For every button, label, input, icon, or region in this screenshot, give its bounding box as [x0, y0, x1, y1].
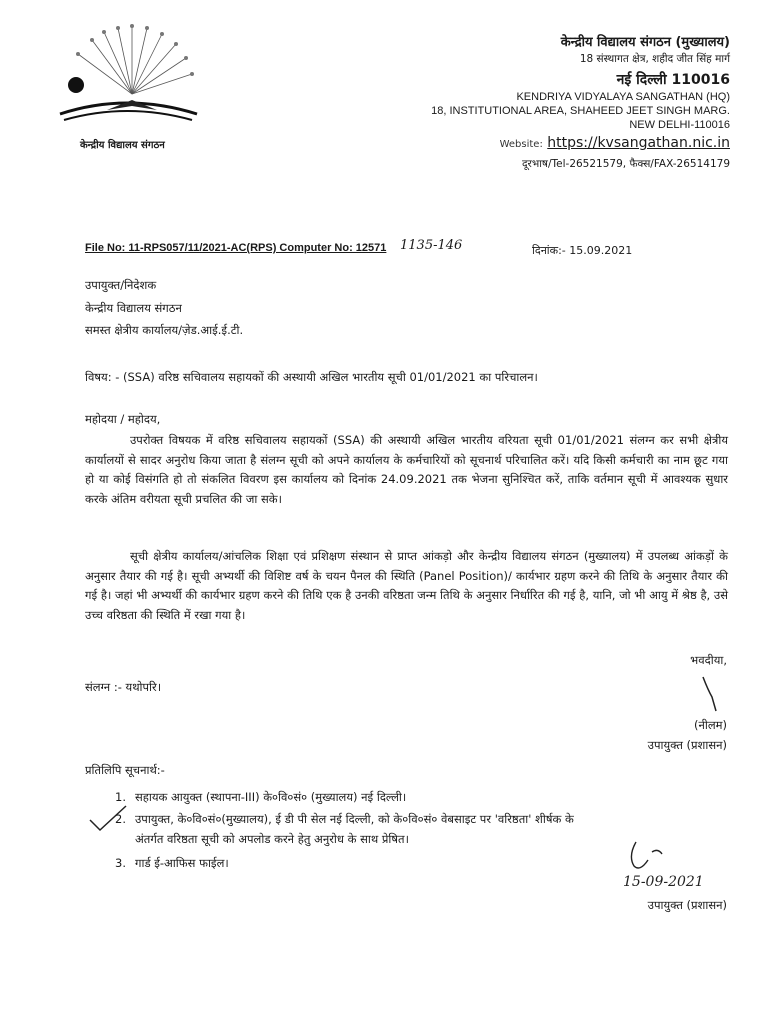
copy-item-number: 3.	[115, 856, 126, 870]
website-link[interactable]: https://kvsangathan.nic.in	[547, 135, 730, 151]
logo-caption: केन्द्रीय विद्यालय संगठन	[80, 140, 165, 151]
copy-item-text: उपायुक्त, के०वि०सं०(मुख्यालय), ई डी पी सेल नई दिल्ली, को के०वि०सं० वेबसाइट पर 'वरिष्ठता' शीर्षक के	[135, 812, 574, 826]
salutation: महोदया / महोदय,	[85, 412, 161, 426]
copy-item-2-continued: अंतर्गत वरिष्ठता सूची को अपलोड करने हेतु अनुरोध के साथ प्रेषित।	[135, 832, 409, 846]
body-paragraph-1: उपरोक्त विषयक में वरिष्ठ सचिवालय सहायकों (SSA) की अस्थायी अखिल भारतीय वरियता सूची 01/01/2021 संलग्न कर सभी क्षेत्रीय कार्यालयों से सादर अनुरोध किया जाता है संलग्न सूची को अपने कार्यालय के कर्मचारियों को सूचनार्थ परिचालित करें। यदि किसी कर्मचारी का नाम छूट गया हो या कोई विसंगति हो तो संकलित विवरण इस कार्यालय को दिनांक 24.09.2021 तक भेजना सुनिश्चित करें, ताकि वर्तमान सूची में आवश्यक सुधार करके अंतिम वरीयता सूची प्रचलित की जा सके।	[85, 433, 728, 506]
file-number-text: File No: 11-RPS057/11/2021-AC(RPS) Computer No: 12571	[85, 242, 387, 254]
body-paragraph-2: सूची क्षेत्रीय कार्यालय/आंचलिक शिक्षा एवं प्रशिक्षण संस्थान से प्राप्त आंकड़ो और केन्द्रीय विद्यालय संगठन (मुख्यालय) में उपलब्ध आंकड़ों के अनुसार तैयार की गई है। सूची अभ्यर्थी की विशिष्ट वर्ष के चयन पैनल की स्थिति (Panel Position)/ कार्यभार ग्रहण करने की तिथि के अनुसार तैयार की गई है। जहां भी अभ्यर्थी की कार्यभार ग्रहण करने की तिथि एक है उनकी वरिष्ठता जन्म तिथि के अनुसार निर्धारित की गई है, यानि, जो भी आयु में श्रेष्ठ है, उसे उच्च वरिष्ठता की स्थिति में रखा गया है।	[85, 549, 728, 622]
signatory-designation-2: उपायुक्त (प्रशासन)	[647, 898, 727, 912]
kvs-logo	[52, 22, 202, 152]
letter-date: दिनांक:- 15.09.2021	[532, 244, 633, 257]
address-hindi: 18 संस्थागत क्षेत्र, शहीद जीत सिंह मार्ग	[579, 53, 730, 65]
copy-item-text: गार्ड ई-आफिस फाईल।	[135, 856, 229, 870]
copy-item-2	[115, 809, 574, 829]
copy-item-number: 2.	[115, 812, 126, 826]
copy-item-1	[115, 787, 406, 807]
recipient-line-2: केन्द्रीय विद्यालय संगठन	[85, 301, 182, 315]
closing: भवदीया,	[690, 653, 727, 667]
tick-mark-icon	[88, 802, 128, 832]
subject-line: विषय: - (SSA) वरिष्ठ सचिवालय सहायकों की अस्थायी अखिल भारतीय सूची 01/01/2021 का परिचालन।	[85, 370, 538, 384]
recipient-line-3: समस्त क्षेत्रीय कार्यालय/ज़ेड.आई.ई.टी.	[85, 323, 244, 337]
website-line	[500, 135, 730, 151]
signatory-name: (नीलम)	[693, 718, 727, 732]
address-english: 18, INSTITUTIONAL AREA, SHAHEED JEET SINGH MARG.	[431, 105, 730, 117]
handwritten-date: 15-09-2021	[623, 874, 704, 890]
handwritten-signature	[618, 838, 738, 893]
copy-item-3	[115, 853, 229, 873]
copy-item-text: सहायक आयुक्त (स्थापना-III) के०वि०सं० (मुख्यालय) नई दिल्ली।	[135, 790, 407, 804]
city-hindi: नई दिल्ली 110016	[616, 72, 730, 88]
city-english: NEW DELHI-110016	[629, 119, 730, 131]
signatory-designation: उपायुक्त (प्रशासन)	[647, 738, 727, 752]
recipient-line-1: उपायुक्त/निदेशक	[85, 278, 157, 292]
website-label: Website:	[499, 139, 543, 150]
phone-fax: दूरभाष/Tel-26521579, फैक्स/FAX-26514179	[521, 158, 730, 170]
copy-item-number: 1.	[115, 790, 126, 804]
org-name-english: KENDRIYA VIDYALAYA SANGATHAN (HQ)	[516, 91, 730, 103]
enclosure: संलग्न :- यथोपरि।	[85, 680, 162, 694]
file-number	[85, 242, 386, 254]
copy-to-title: प्रतिलिपि सूचनार्थ:-	[85, 763, 165, 777]
org-name-hindi: केन्द्रीय विद्यालय संगठन (मुख्यालय)	[560, 35, 730, 50]
handwritten-number: 1135-146	[400, 238, 463, 253]
signature-mark	[700, 675, 720, 715]
